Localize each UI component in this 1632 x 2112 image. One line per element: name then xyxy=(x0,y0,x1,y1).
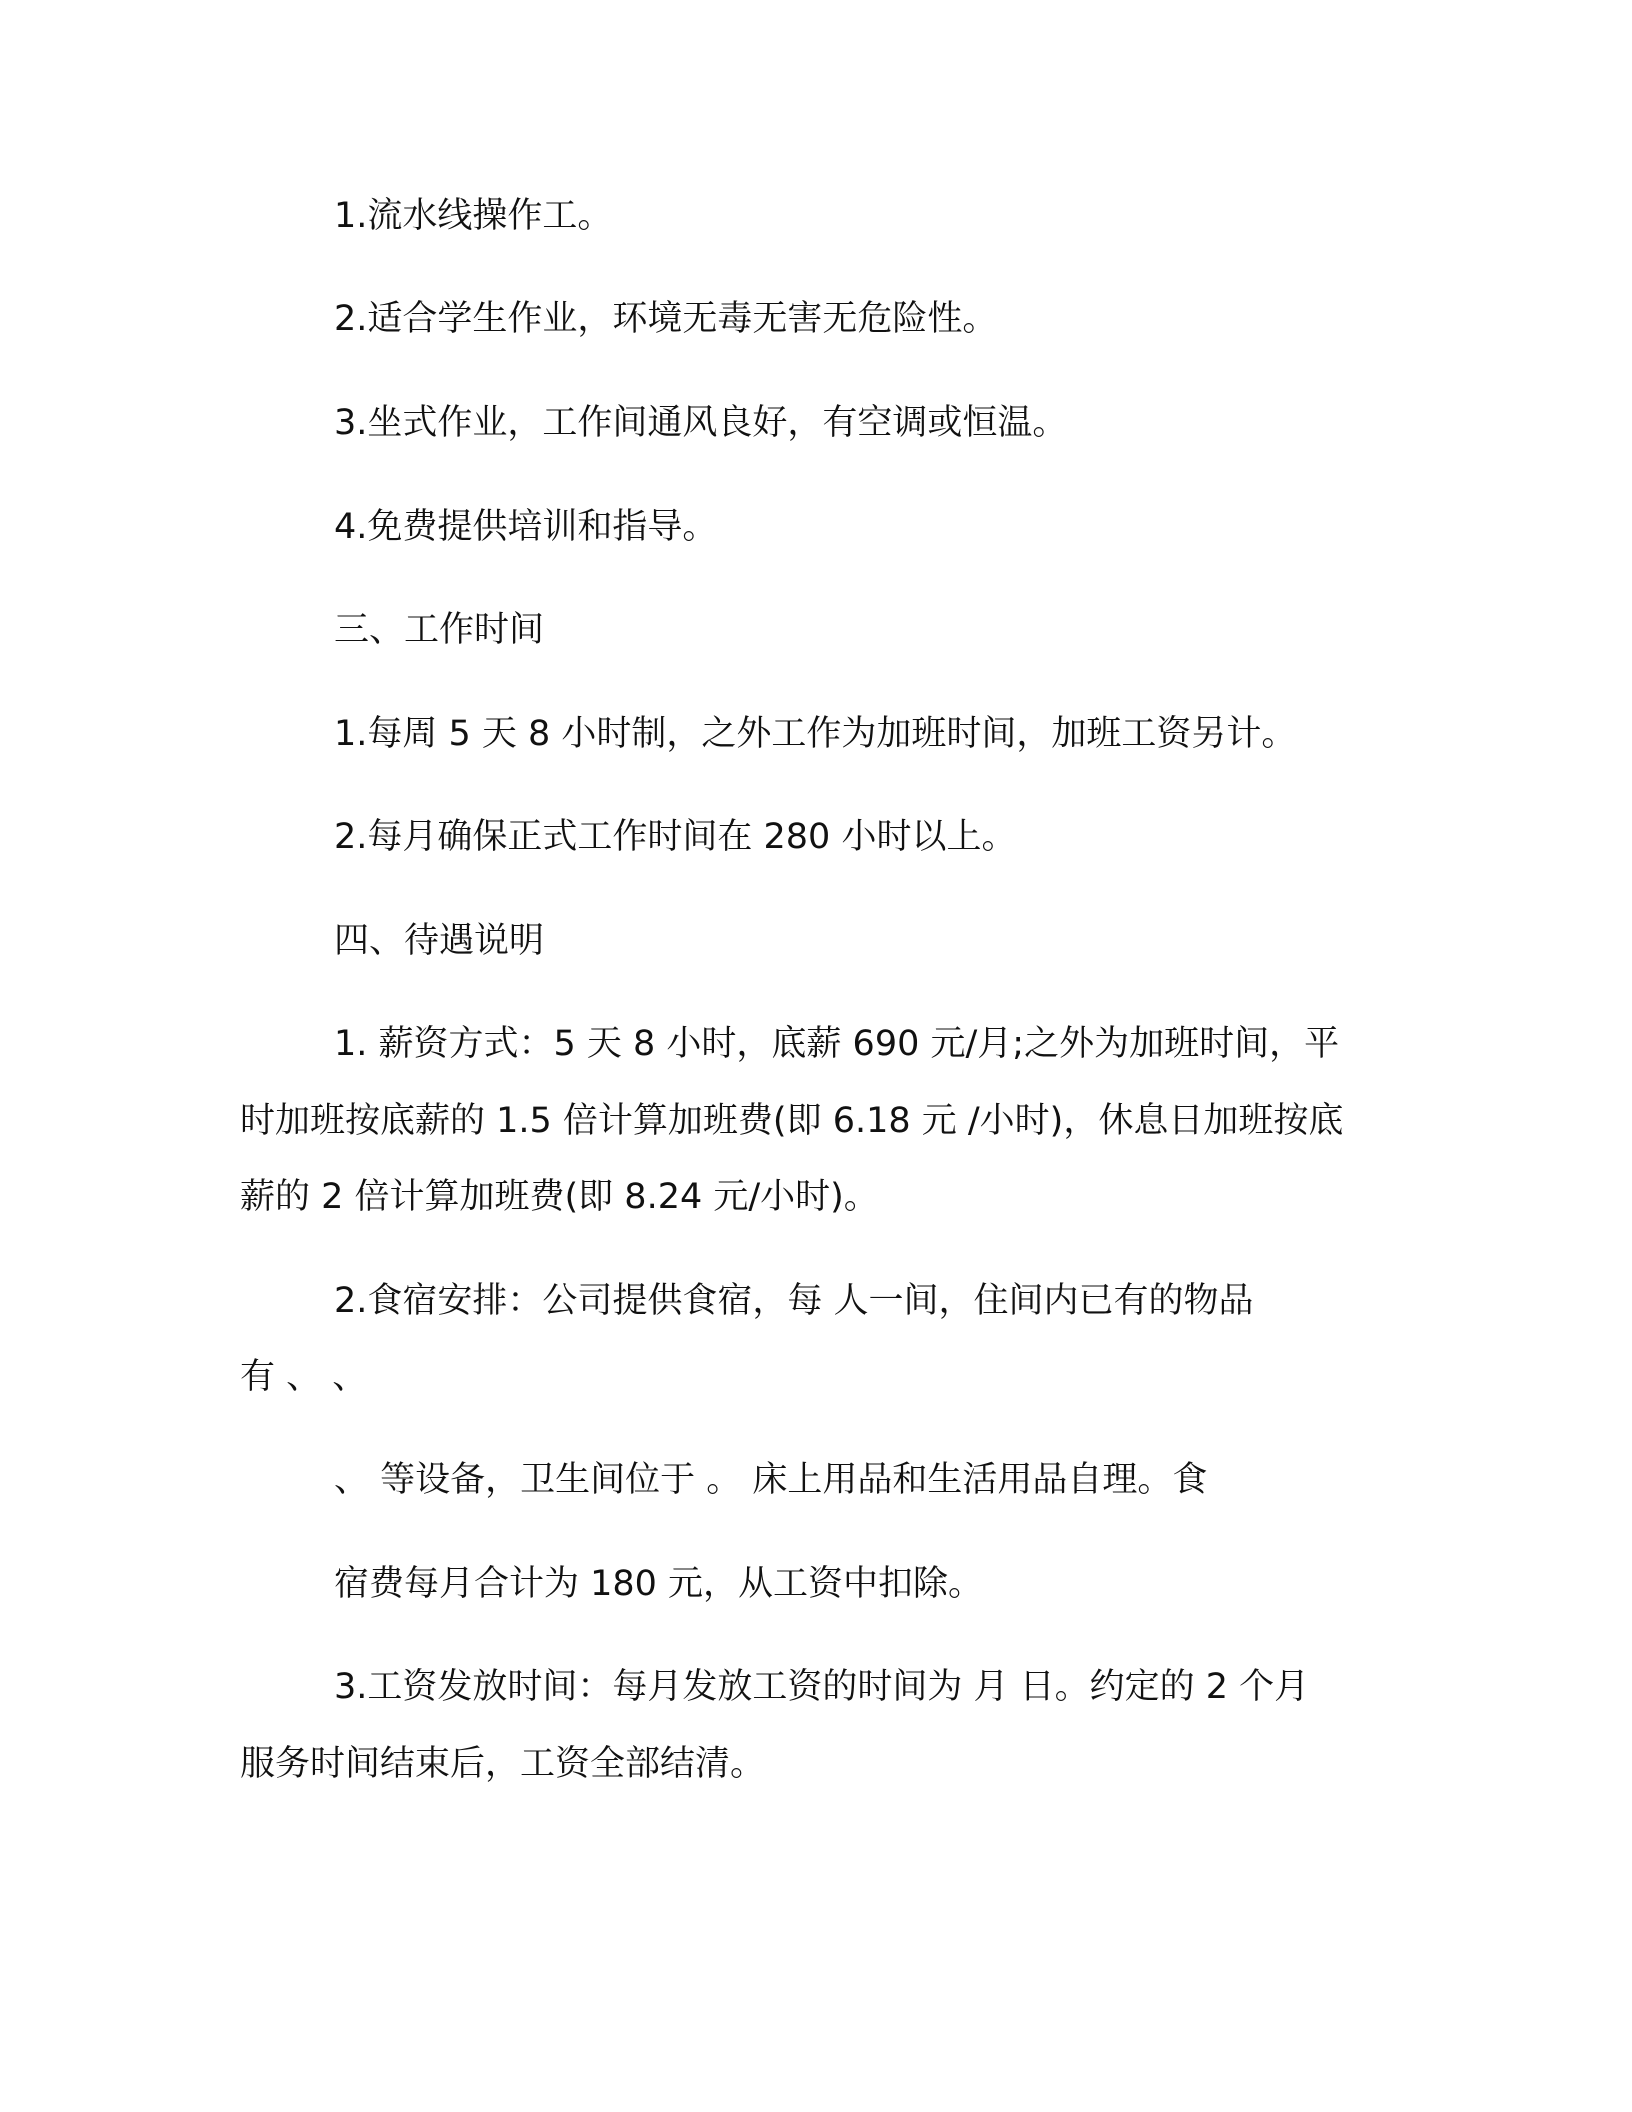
paragraph-line-15: 宿费每月合计为 180 元，从工资中扣除。 xyxy=(334,1564,984,1604)
paragraph-line-1: 1.流水线操作工。 xyxy=(334,196,613,236)
paragraph-line-3: 3.坐式作业，工作间通风良好，有空调或恒温。 xyxy=(334,403,1068,443)
paragraph-line-10: 时加班按底薪的 1.5 倍计算加班费(即 6.18 元 /小时)，休息日加班按底 xyxy=(240,1101,1344,1141)
paragraph-line-11: 薪的 2 倍计算加班费(即 8.24 元/小时)。 xyxy=(240,1177,879,1217)
section-heading-work-time: 三、工作时间 xyxy=(334,610,545,650)
paragraph-line-4: 4.免费提供培训和指导。 xyxy=(334,507,718,547)
paragraph-line-6: 1.每周 5 天 8 小时制，之外工作为加班时间，加班工资另计。 xyxy=(334,714,1297,754)
paragraph-line-12: 2.食宿安排：公司提供食宿，每 人一间，住间内已有的物品 xyxy=(334,1281,1254,1321)
paragraph-line-17: 服务时间结束后，工资全部结清。 xyxy=(240,1744,766,1784)
paragraph-line-7: 2.每月确保正式工作时间在 280 小时以上。 xyxy=(334,817,1017,857)
paragraph-line-13: 有 、 、 xyxy=(240,1357,368,1397)
section-heading-benefits: 四、待遇说明 xyxy=(334,921,545,961)
paragraph-line-9: 1. 薪资方式：5 天 8 小时，底薪 690 元/月;之外为加班时间，平 xyxy=(334,1024,1340,1064)
paragraph-line-16: 3.工资发放时间：每月发放工资的时间为 月 日。约定的 2 个月 xyxy=(334,1667,1310,1707)
paragraph-line-14: 、 等设备，卫生间位于 。 床上用品和生活用品自理。食 xyxy=(334,1460,1208,1500)
paragraph-line-2: 2.适合学生作业，环境无毒无害无危险性。 xyxy=(334,299,998,339)
